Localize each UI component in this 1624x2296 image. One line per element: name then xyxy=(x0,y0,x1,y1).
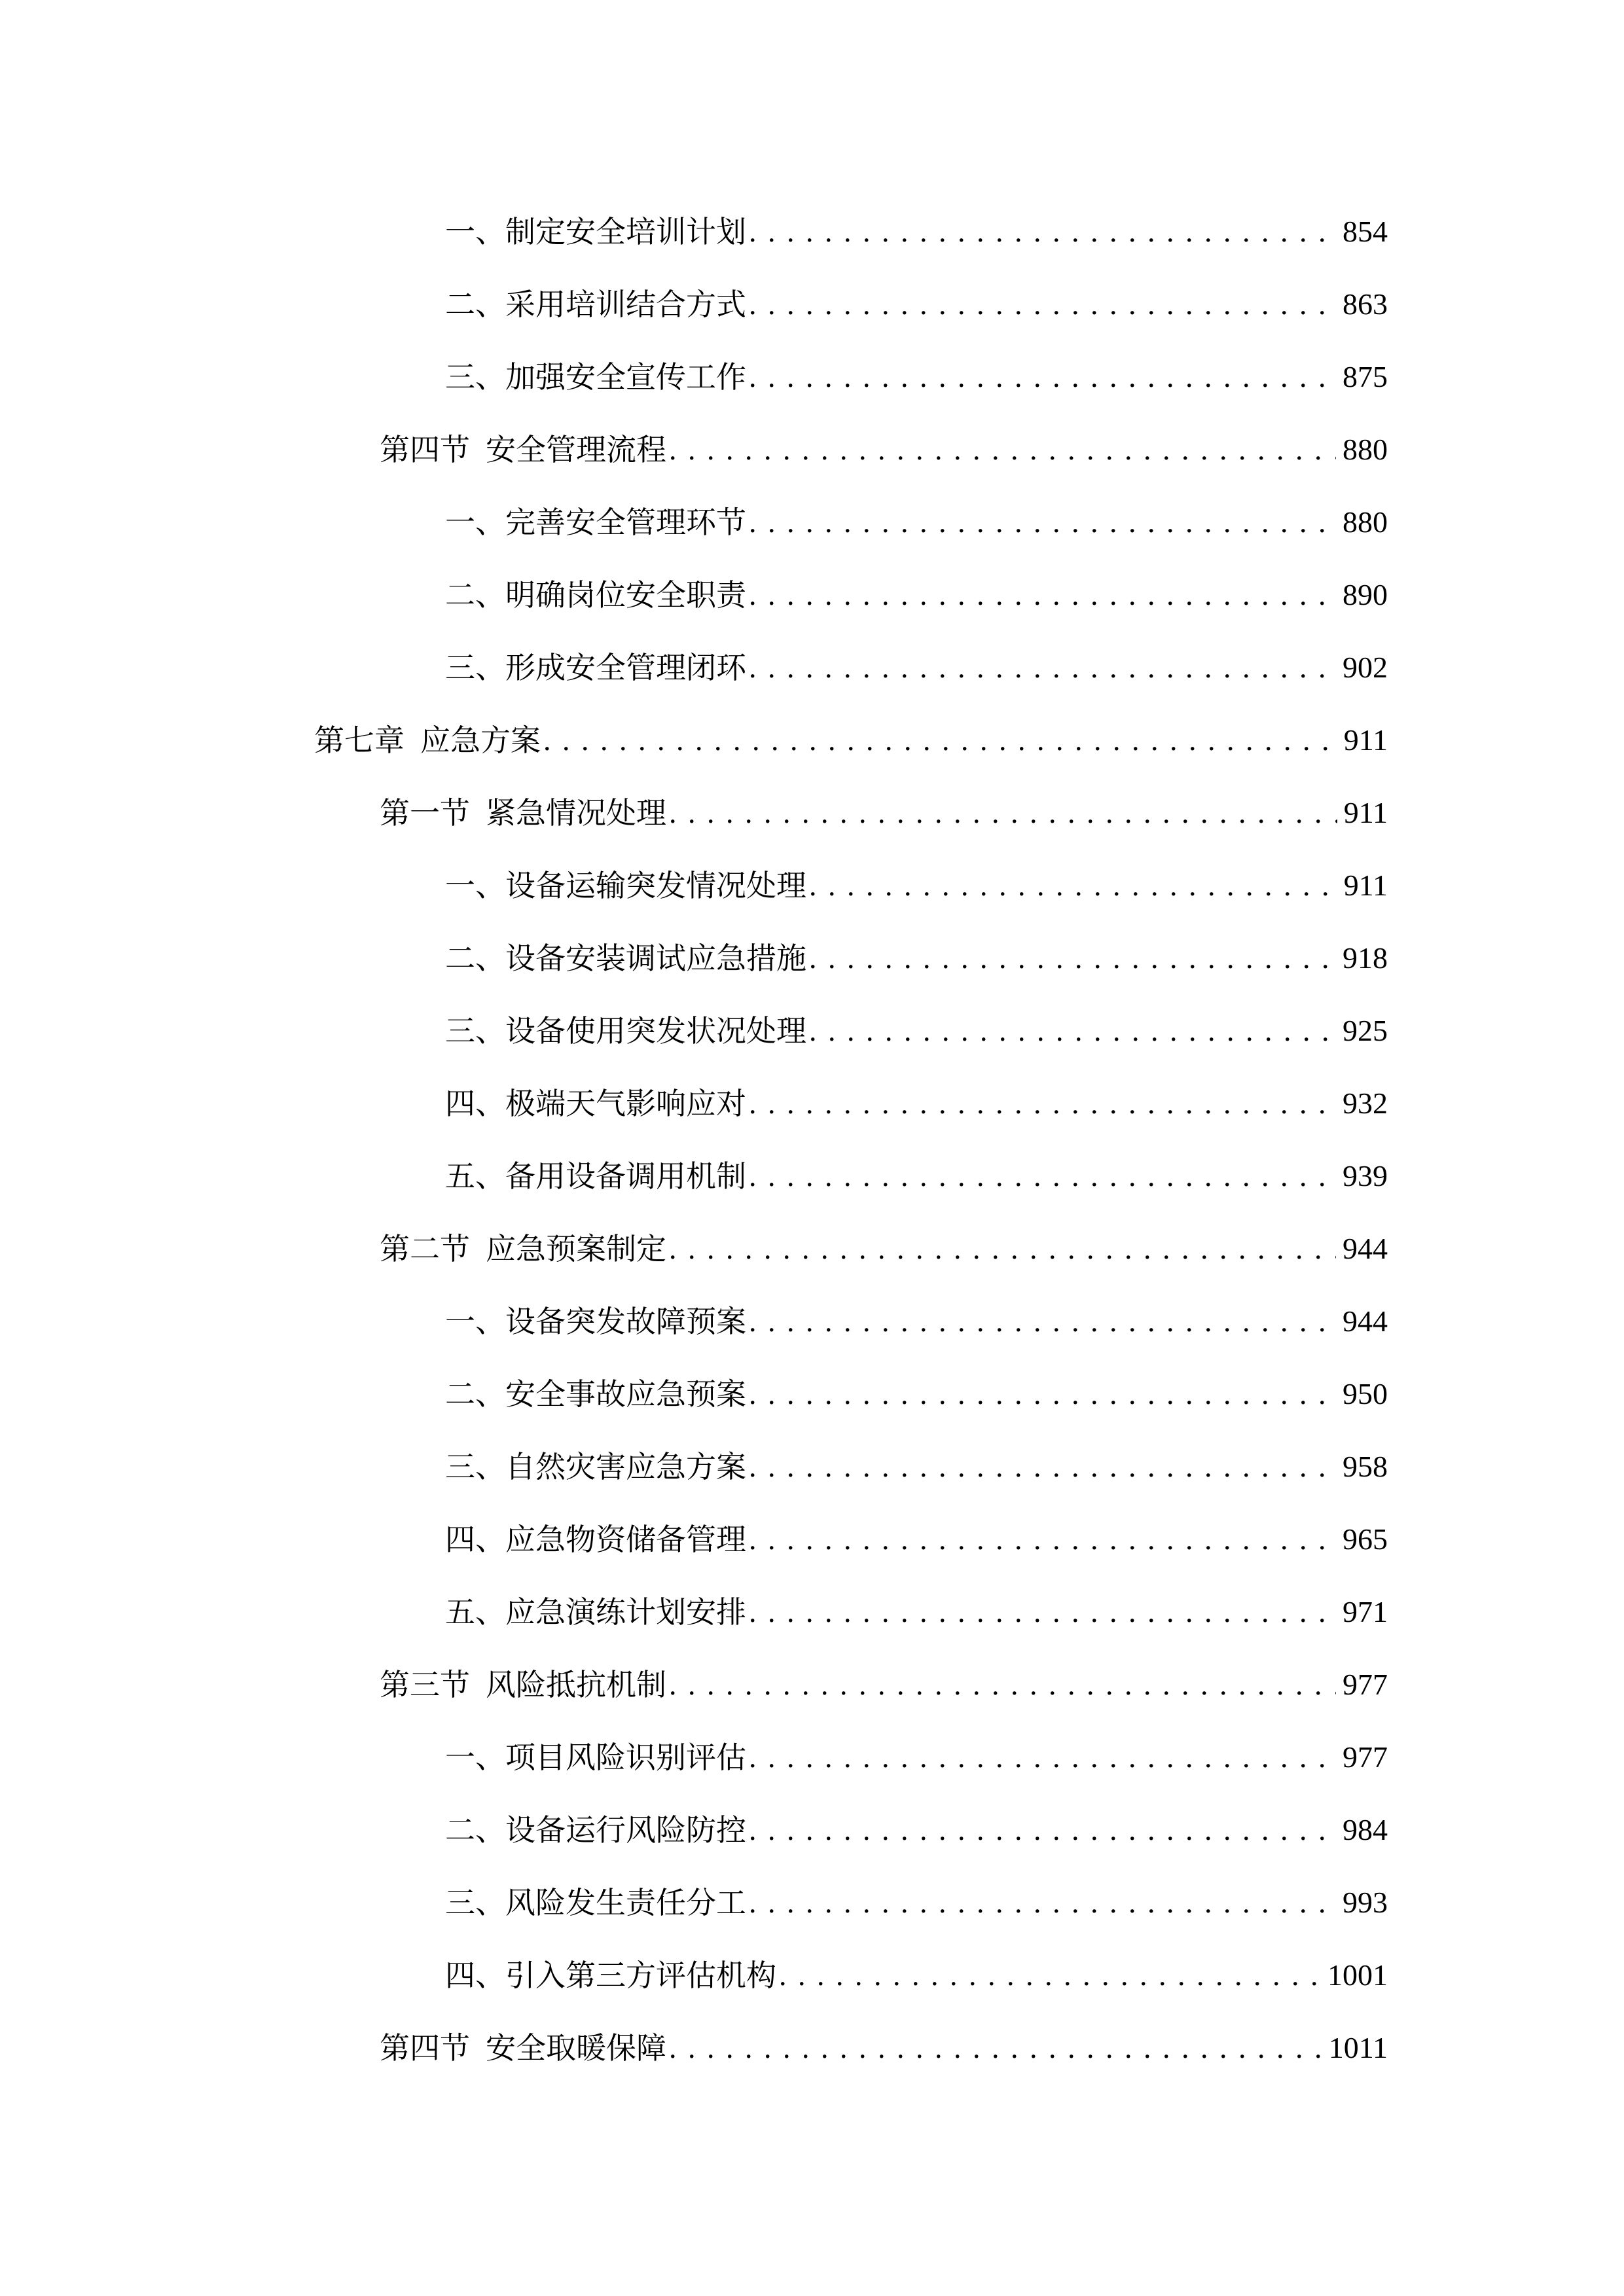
toc-entry-page: 944 xyxy=(1343,1232,1388,1265)
toc-entry-title: 紧急情况处理 xyxy=(486,795,666,831)
toc-entry-marker: 二、 xyxy=(445,1376,505,1412)
toc-entry[interactable] xyxy=(445,357,1388,397)
toc-entry-marker: 三、 xyxy=(445,1013,505,1049)
toc-entry-marker: 二、 xyxy=(445,287,505,322)
toc-entry-title: 风险发生责任分工 xyxy=(505,1885,746,1920)
dot-leader xyxy=(809,1011,1336,1050)
toc-entry-title: 自然灾害应急方案 xyxy=(505,1449,746,1484)
dot-leader xyxy=(749,1883,1336,1922)
toc-entry-page: 902 xyxy=(1343,651,1388,684)
toc-entry-page: 1001 xyxy=(1327,1958,1388,1992)
toc-entry[interactable] xyxy=(445,1810,1388,1850)
dot-leader xyxy=(669,1229,1336,1268)
toc-entry[interactable] xyxy=(445,285,1388,324)
toc-entry-page: 993 xyxy=(1343,1886,1388,1919)
toc-entry-marker: 二、 xyxy=(445,1812,505,1848)
toc-entry-page: 984 xyxy=(1343,1813,1388,1846)
toc-entry-marker: 三、 xyxy=(445,1449,505,1484)
toc-entry-page: 925 xyxy=(1343,1014,1388,1047)
toc-entry-marker: 第二节 xyxy=(380,1231,470,1266)
toc-entry-title: 引入第三方评估机构 xyxy=(505,1958,776,1993)
dot-leader xyxy=(749,1302,1336,1341)
toc-entry-marker: 一、 xyxy=(445,868,505,903)
dot-leader xyxy=(749,1592,1336,1632)
dot-leader xyxy=(749,575,1336,615)
dot-leader xyxy=(809,866,1337,905)
dot-leader xyxy=(749,357,1336,397)
dot-leader xyxy=(749,1374,1336,1414)
toc-entry[interactable] xyxy=(445,1302,1388,1341)
dot-leader xyxy=(749,1520,1336,1559)
toc-entry-title: 完善安全管理环节 xyxy=(505,505,746,540)
toc-entry-title: 风险抵抗机制 xyxy=(486,1667,666,1702)
toc-entry-marker: 四、 xyxy=(445,1958,505,1993)
toc-entry[interactable] xyxy=(445,1011,1388,1050)
toc-entry[interactable] xyxy=(445,1447,1388,1486)
toc-entry[interactable] xyxy=(445,648,1388,687)
toc-section-entry[interactable] xyxy=(380,793,1388,833)
toc-entry-page: 875 xyxy=(1343,360,1388,393)
toc-entry-marker: 四、 xyxy=(445,1086,505,1121)
toc-entry-page: 971 xyxy=(1343,1595,1388,1628)
toc-entry-page: 863 xyxy=(1343,287,1388,321)
toc-entry-page: 939 xyxy=(1343,1159,1388,1193)
toc-entry-marker: 二、 xyxy=(445,577,505,613)
toc-entry[interactable] xyxy=(445,1084,1388,1123)
toc-entry-page: 880 xyxy=(1343,433,1388,466)
toc-entry[interactable] xyxy=(445,1157,1388,1196)
toc-entry-marker: 五、 xyxy=(445,1594,505,1630)
dot-leader xyxy=(749,212,1336,251)
toc-entry[interactable] xyxy=(445,1738,1388,1777)
toc-entry-marker: 五、 xyxy=(445,1158,505,1194)
toc-entry-page: 958 xyxy=(1343,1450,1388,1483)
dot-leader xyxy=(749,503,1336,542)
toc-entry-marker: 四、 xyxy=(445,1522,505,1557)
toc-entry-title: 制定安全培训计划 xyxy=(505,214,746,249)
dot-leader xyxy=(809,939,1336,978)
dot-leader xyxy=(669,430,1336,469)
toc-entry-marker: 第七章 xyxy=(314,723,405,758)
toc-entry-title: 安全事故应急预案 xyxy=(505,1376,746,1412)
dot-leader xyxy=(779,1956,1321,1995)
toc-entry-title: 设备安装调试应急措施 xyxy=(505,941,806,976)
dot-leader xyxy=(543,721,1337,760)
toc-section-entry[interactable] xyxy=(380,1229,1388,1268)
toc-entry-page: 890 xyxy=(1343,578,1388,611)
toc-entry[interactable] xyxy=(445,503,1388,542)
dot-leader xyxy=(749,1157,1336,1196)
dot-leader xyxy=(749,1447,1336,1486)
toc-entry[interactable] xyxy=(445,866,1388,905)
dot-leader xyxy=(749,1084,1336,1123)
toc-entry-page: 944 xyxy=(1343,1304,1388,1338)
toc-entry[interactable] xyxy=(445,939,1388,978)
dot-leader xyxy=(669,1665,1336,1704)
toc-entry-title: 采用培训结合方式 xyxy=(505,287,746,322)
toc-entry-marker: 一、 xyxy=(445,505,505,540)
dot-leader xyxy=(749,1738,1336,1777)
toc-entry-title: 明确岗位安全职责 xyxy=(505,577,746,613)
toc-entry-marker: 一、 xyxy=(445,1740,505,1775)
toc-entry-title: 设备使用突发状况处理 xyxy=(505,1013,806,1049)
toc-entry-title: 应急演练计划安排 xyxy=(505,1594,746,1630)
toc-entry-title: 应急方案 xyxy=(420,723,541,758)
toc-entry-marker: 三、 xyxy=(445,1885,505,1920)
toc-section-entry[interactable] xyxy=(380,2028,1388,2068)
toc-entry-page: 965 xyxy=(1343,1522,1388,1556)
toc-entry-page: 1011 xyxy=(1328,2031,1388,2064)
dot-leader xyxy=(749,1810,1336,1850)
toc-entry-title: 备用设备调用机制 xyxy=(505,1158,746,1194)
toc-entry-marker: 一、 xyxy=(445,1304,505,1339)
toc-entry[interactable] xyxy=(445,1883,1388,1922)
toc-entry[interactable] xyxy=(445,1374,1388,1414)
toc-entry-marker: 二、 xyxy=(445,941,505,976)
dot-leader xyxy=(669,793,1337,833)
toc-entry[interactable] xyxy=(445,1592,1388,1632)
toc-entry-title: 设备运行风险防控 xyxy=(505,1812,746,1848)
toc-entry-title: 设备运输突发情况处理 xyxy=(505,868,806,903)
toc-entry-marker: 第四节 xyxy=(380,2030,470,2066)
toc-entry-marker: 第四节 xyxy=(380,432,470,467)
toc-entry-title: 应急物资储备管理 xyxy=(505,1522,746,1557)
toc-entry-page: 932 xyxy=(1343,1086,1388,1120)
toc-entry-page: 950 xyxy=(1343,1377,1388,1410)
toc-entry-title: 设备突发故障预案 xyxy=(505,1304,746,1339)
toc-entry[interactable] xyxy=(445,212,1388,251)
toc-entry-title: 极端天气影响应对 xyxy=(505,1086,746,1121)
toc-entry-marker: 三、 xyxy=(445,359,505,395)
toc-entry[interactable] xyxy=(445,1520,1388,1559)
toc-entry-page: 911 xyxy=(1343,796,1388,829)
toc-entry-title: 加强安全宣传工作 xyxy=(505,359,746,395)
toc-entry-page: 880 xyxy=(1343,505,1388,539)
toc-entry-page: 977 xyxy=(1343,1740,1388,1774)
toc-entry-marker: 一、 xyxy=(445,214,505,249)
toc-entry-page: 918 xyxy=(1343,941,1388,975)
dot-leader xyxy=(749,285,1336,324)
toc-entry-page: 911 xyxy=(1343,723,1388,757)
toc-entry-page: 911 xyxy=(1343,869,1388,902)
toc-section-entry[interactable] xyxy=(380,430,1388,469)
dot-leader xyxy=(749,648,1336,687)
toc-entry-title: 安全管理流程 xyxy=(486,432,666,467)
toc-entry-title: 项目风险识别评估 xyxy=(505,1740,746,1775)
dot-leader xyxy=(669,2028,1322,2068)
toc-entry-page: 854 xyxy=(1343,215,1388,248)
toc-entry-page: 977 xyxy=(1343,1668,1388,1701)
toc-chapter-entry[interactable] xyxy=(314,721,1388,760)
toc-entry[interactable] xyxy=(445,1956,1388,1995)
toc-entry-title: 安全取暖保障 xyxy=(486,2030,666,2066)
toc-entry-marker: 第一节 xyxy=(380,795,470,831)
toc-entry-marker: 第三节 xyxy=(380,1667,470,1702)
toc-entry[interactable] xyxy=(445,575,1388,615)
toc-entry-title: 应急预案制定 xyxy=(486,1231,666,1266)
toc-entry-title: 形成安全管理闭环 xyxy=(505,650,746,685)
toc-section-entry[interactable] xyxy=(380,1665,1388,1704)
toc-entry-marker: 三、 xyxy=(445,650,505,685)
